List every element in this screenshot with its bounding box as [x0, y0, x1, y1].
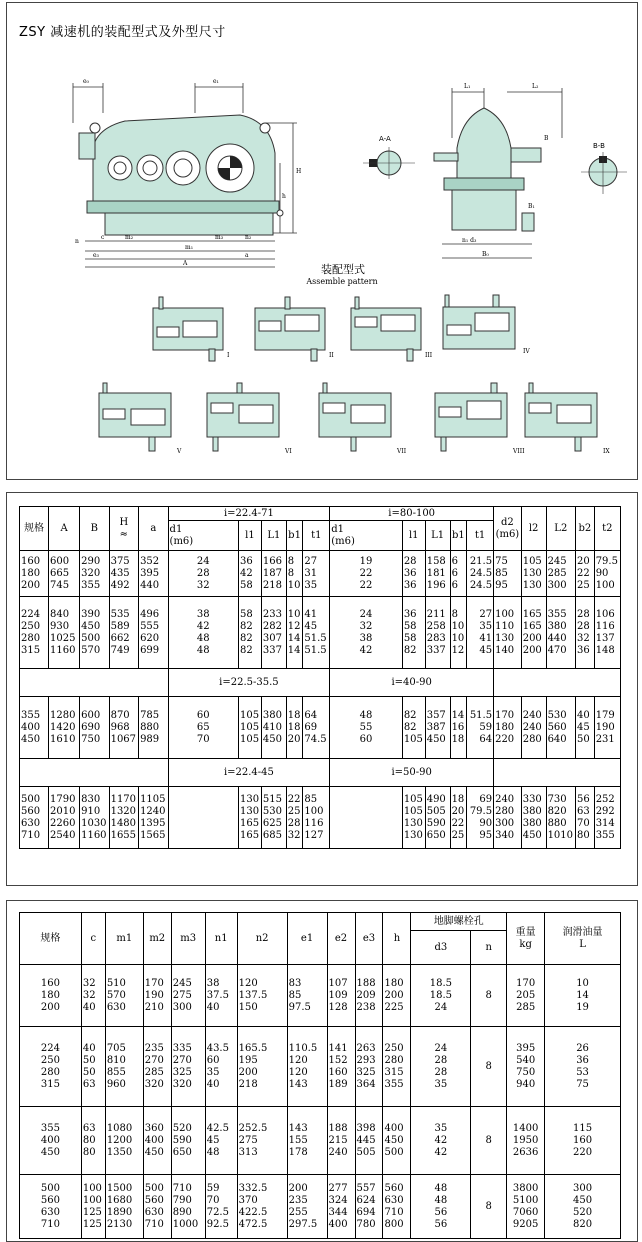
- dim-h: h: [282, 193, 286, 200]
- header-oil: 润滑油量 L: [545, 913, 621, 965]
- header-weight: 重量 kg: [507, 913, 545, 965]
- table-row: 224 250 280 315 840 930 1025 1160 390 450 500 570 535 589 662 749 496 555 620 699 38 42 48 48 58 82 82 82 233 282 307 337 10 12 14 14 41 45 51.5 51.5 24 32 38 42 36 58 58 82 211 258 283 337 8 10 10 12 27 35 41 45 100 110 130 140 165 165 200 200 355 380 440 470 28 28 32 36 106 116 137 148: [20, 597, 621, 669]
- header-spec: 规格: [20, 507, 49, 551]
- pattern-label-8: VIII: [513, 448, 525, 455]
- header-b1-g2: b1: [450, 521, 467, 551]
- header-A: A: [49, 507, 80, 551]
- section-3-group-1: i=22.4-45: [168, 759, 330, 787]
- side-view-drawing: [422, 78, 572, 268]
- header-B: B: [80, 507, 109, 551]
- assemble-caption-cn: 装配型式: [321, 263, 365, 276]
- pattern-label-5: V: [177, 448, 182, 455]
- header-H: H ≈: [109, 507, 138, 551]
- header-c: c: [81, 913, 105, 965]
- dim-m3: m₃: [215, 234, 224, 241]
- table-row: 160 180 200 600 665 745 290 320 355 375 435 492 352 395 440 24 28 32 36 42 58 166 187 218 8 8 10 27 31 35 19 22 22 28 36 36 158 181 196 6 6 6 21.5 24.5 24.5 75 85 95 105 130 130 245 285 300 20 22 25 79.5 90 100: [20, 551, 621, 597]
- section-a-a-drawing: [359, 133, 419, 193]
- dim-n1-d3: n₁ d₃: [462, 237, 477, 244]
- section-b-b-drawing: [577, 138, 633, 208]
- dimension-table-2: [19, 912, 621, 1239]
- header-l1-g2: l1: [402, 521, 425, 551]
- header-b1-g1: b1: [286, 521, 303, 551]
- dim-e3: e₃: [93, 252, 99, 259]
- section-2-group-2: i=40-90: [330, 669, 494, 697]
- header-m3: m3: [171, 913, 205, 965]
- header-e2: e2: [327, 913, 355, 965]
- dim-L2: L₂: [532, 83, 539, 90]
- header-b2: b2: [576, 507, 595, 551]
- dim-e1: e₁: [213, 78, 219, 85]
- pattern-4-drawing: [435, 291, 535, 363]
- header-L2: L2: [546, 507, 575, 551]
- pattern-label-4: IV: [523, 348, 530, 355]
- pattern-6-drawing: [197, 379, 297, 457]
- header-e1: e1: [287, 913, 327, 965]
- header-a: a: [139, 507, 168, 551]
- dim-e0: e₀: [83, 78, 89, 85]
- pattern-label-6: VI: [285, 448, 292, 455]
- dim-n: n: [75, 238, 79, 245]
- header-h: h: [383, 913, 411, 965]
- header-d2: d2 (m6): [494, 507, 522, 551]
- drawing-panel: [6, 2, 638, 480]
- header-n2: n2: [237, 913, 287, 965]
- header-l2: l2: [521, 507, 546, 551]
- header-group-2: i=80-100: [330, 507, 494, 521]
- table-row: 500 560 630 710 100 100 125 125 1500 1680 1890 2130 500 560 630 710 710 790 890 1000 59 70 72.5 92.5 332.5 370 422.5 472.5 200 235 255 297.5 277 324 344 400 557 624 694 780 560 630 710 800 48 48 56 56 8 3800 5100 7060 9205 300 450 520 820: [20, 1175, 621, 1239]
- header-L1-g2: L1: [425, 521, 450, 551]
- header-L1-g1: L1: [261, 521, 286, 551]
- pattern-label-7: VII: [397, 448, 407, 455]
- header-n: n: [471, 931, 507, 965]
- table-row: 160 180 200 32 32 40 510 570 630 170 190 210 245 275 300 38 37.5 40 120 137.5 150 83 85 97.5 107 109 128 188 209 238 180 200 225 18.5 18.5 24 8 170 205 285 10 14 19: [20, 965, 621, 1027]
- table-row: 224 250 280 315 40 50 50 63 705 810 855 960 235 270 285 320 335 270 325 320 43.5 60 35 40 165.5 195 200 218 110.5 120 120 143 141 152 160 189 263 293 325 364 250 280 315 355 24 28 28 35 8 395 540 750 940 26 36 53 75: [20, 1027, 621, 1107]
- header-n1: n1: [205, 913, 237, 965]
- pattern-label-3: III: [425, 352, 433, 359]
- table-row: 500 560 630 710 1790 2010 2260 2540 830 910 1030 1160 1170 1320 1480 1655 1105 1240 1395 1565 130 130 165 165 515 530 625 685 22 25 28 32 85 100 116 127 105 105 130 130 490 505 590 650 18 20 22 25 69 79.5 90 95 240 280 300 340 330 380 380 450 730 820 880 1010 56 63 70 80 252 292 314 355: [20, 787, 621, 849]
- dim-a: a: [245, 252, 249, 259]
- header-d3: d3: [411, 931, 471, 965]
- dim-H: H: [296, 168, 302, 175]
- dim-L1: L₁: [464, 83, 471, 90]
- pattern-label-1: I: [227, 352, 230, 359]
- header-m1: m1: [105, 913, 143, 965]
- pattern-5-drawing: [89, 379, 189, 457]
- table-row: 355 400 450 1280 1420 1610 600 690 750 870 968 1067 785 880 989 60 65 70 105 105 105 380 410 450 18 18 20 64 69 74.5 48 55 60 82 82 105 357 387 450 14 16 18 51.5 59 64 170 180 220 240 240 280 530 560 640 40 45 50 179 190 231: [20, 697, 621, 759]
- dim-A: A: [183, 260, 188, 267]
- header-t1-g1: t1: [303, 521, 330, 551]
- dim-m2: m₂: [125, 234, 134, 241]
- pattern-7-drawing: [309, 379, 409, 457]
- dim-B1: B₁: [528, 203, 535, 210]
- dim-c: c: [101, 234, 105, 241]
- header-d1-g1: d1 (m6): [168, 521, 238, 551]
- pattern-label-2: II: [329, 352, 334, 359]
- pattern-9-drawing: [519, 379, 619, 457]
- label-a-a: A-A: [379, 135, 391, 143]
- pattern-8-drawing: [425, 379, 525, 457]
- dim-B0: B₀: [482, 251, 489, 258]
- section-2-group-1: i=22.5-35.5: [168, 669, 330, 697]
- pattern-2-drawing: [245, 293, 337, 363]
- header-t1-g2: t1: [467, 521, 494, 551]
- dim-B: B: [544, 135, 549, 142]
- table-row: 355 400 450 63 80 80 1080 1200 1350 360 400 450 520 590 650 42.5 45 48 252.5 275 313 143 155 178 188 215 240 398 445 505 400 450 500 35 42 42 8 1400 1950 2636 115 160 220: [20, 1107, 621, 1175]
- pattern-label-9: IX: [603, 448, 610, 455]
- header-m2: m2: [143, 913, 171, 965]
- header-bolt-hole: 地脚螺栓孔: [411, 913, 507, 931]
- pattern-3-drawing: [341, 293, 433, 363]
- section-3-group-2: i=50-90: [330, 759, 494, 787]
- dim-n2: n₂: [245, 234, 252, 241]
- front-view-drawing: [65, 73, 305, 273]
- header-group-1: i=22.4-71: [168, 507, 330, 521]
- dim-m1: m₁: [185, 244, 194, 251]
- label-b-b: B-B: [593, 142, 605, 150]
- header-l1-g1: l1: [239, 521, 262, 551]
- assemble-caption-en: Assemble pattern: [306, 277, 378, 286]
- header-e3: e3: [355, 913, 383, 965]
- header-spec-2: 规格: [20, 913, 82, 965]
- pattern-1-drawing: [143, 293, 235, 363]
- dimension-table-1: [19, 506, 621, 849]
- page-title: ZSY 减速机的装配型式及外型尺寸: [19, 25, 226, 40]
- header-t2: t2: [594, 507, 620, 551]
- header-d1-g2: d1 (m6): [330, 521, 403, 551]
